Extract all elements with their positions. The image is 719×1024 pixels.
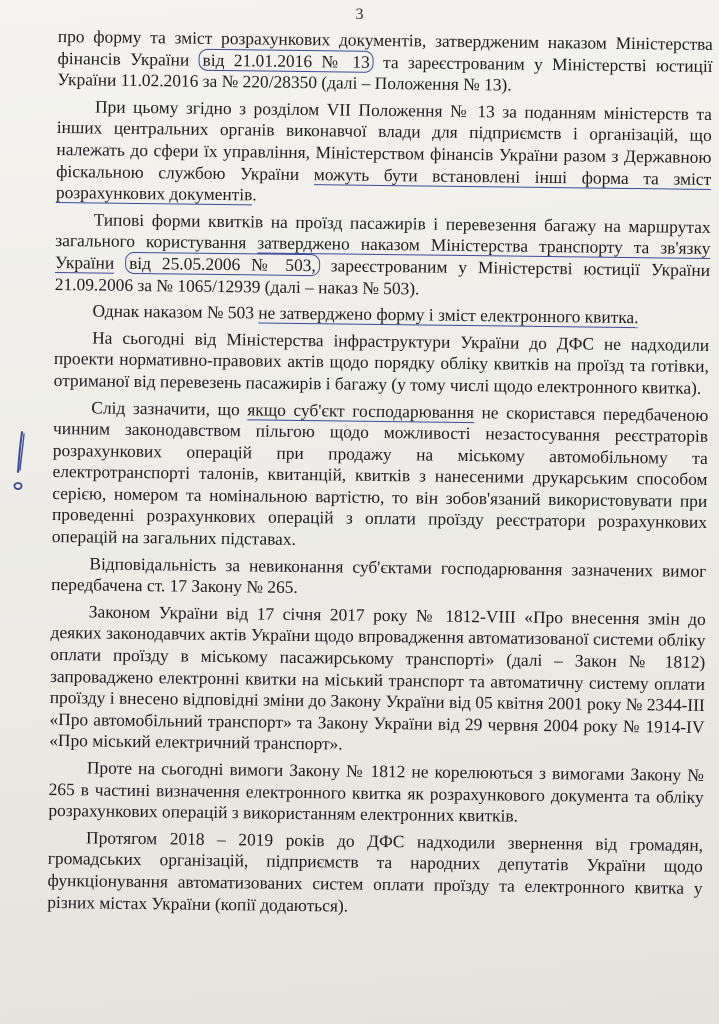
document-body <box>47 26 713 926</box>
paragraph <box>49 601 706 760</box>
paragraph-text: про форму та зміст розрахункових документів, затвердженим наказом Міністерства фінансів України <box>57 26 713 70</box>
paragraph-text: Типові форми квитків на проїзд пасажирів і перевезення багажу на маршрутах загального користування <box>55 209 711 253</box>
paragraph-text: Відповідальність за невиконання суб'єктами господарювання зазначених вимог передбачена ст. 17 Закону № 265. <box>51 553 707 598</box>
page-number: 3 <box>355 6 364 23</box>
paragraph-text: Проте на сьогодні вимоги Закону № 1812 не корелюються з вимогами Закону № 265 в частині визначення електронного квитка як розрахункового документа та обліку розрахункових операцій з використанням електронних квитків. <box>48 757 705 826</box>
handwritten-underline-text: затверджено наказом Міністерства транспорту та зв'язку України <box>54 232 711 273</box>
paragraph <box>51 553 706 604</box>
handwritten-circled-text: від 25.05.2006 № 503, <box>125 252 320 276</box>
paragraph-text: не скористався передбаченою чинним законодавством пільгою щодо можливості незастосування реєстраторів розрахункових операцій при продажу на міському автомобільному та електротранспорті талонів, квитанцій, квитків з нанесеними друкарським способом серією, номером та номінальною вартістю, то він зобов'язаний використовувати при проведенні розрахункових операцій з оплати проїзду реєстратори розрахункових операцій на загальних підставах. <box>51 401 709 550</box>
paragraph-text: На сьогодні від Міністерства інфраструктури України до ДФС не надходили проекти нормативно-правових актів щодо порядку обліку квитків на проїзд та готівки, отриманої від перевезень пасажирів і багажу (у тому числі щодо електронного квитка). <box>53 327 710 398</box>
paragraph <box>54 327 710 400</box>
paragraph <box>57 26 713 99</box>
handwritten-exclamation-mark <box>8 428 34 498</box>
paragraph-text: . <box>252 184 257 205</box>
handwritten-underline-text: не затверджено форму і зміст електронного квитка. <box>258 302 639 328</box>
paragraph <box>56 96 712 212</box>
paragraph-text: Законом України від 17 січня 2017 року № 1812-VIII «Про внесення змін до деяких законодавчих актів України щодо впровадження автоматизованої системи обліку оплати проїзду в міському пасажирському транспорті» (далі – Закон № 1812) запроваджено електронні квитки на міський транспорт та автоматичну систему оплати проїзду і внесено відповідні зміни до Закону України від 05 квітня 2001 року № 2344-III «Про автомобільний транспорт» та Закону України від 29 червня 2004 року № 1914-IV «Про міський електричний транспорт». <box>49 601 706 754</box>
paragraph-text: Слід зазначити, що <box>91 396 248 419</box>
paragraph-text <box>114 253 125 273</box>
paragraph <box>54 300 709 330</box>
paragraph-text: та зареєстрованим у Міністерстві юстиції України 11.02.2016 за № 220/28350 (далі – Положення № 13). <box>57 51 713 95</box>
paragraph-text: Протягом 2018 – 2019 років до ДФС надходили звернення від громадян, громадських організацій, підприємств та народних депутатів України щодо функціонування автоматизованих систем оплати проїзду та електронного квитка у різних містах України (копії додаються). <box>47 827 704 916</box>
paragraph <box>52 396 709 555</box>
paragraph-text: зареєстрованим у Міністерстві юстиції України 21.09.2006 за № 1065/12939 (далі – наказ № 503). <box>54 255 711 298</box>
paragraph <box>55 209 711 303</box>
handwritten-underline-text: якщо суб'єкт господарювання <box>247 398 475 422</box>
paragraph <box>47 827 703 921</box>
handwritten-circled-text: від 21.01.2016 № 13 <box>198 48 373 72</box>
paragraph-text: При цьому згідно з розділом VII Положення № 13 за поданням міністерств та інших центральних органів виконавчої влади для підприємств і організацій, що належать до сфери їх управління, Міністерством фінансів України разом з Державною фіскальною службою України <box>56 96 713 184</box>
handwritten-underline-text: можуть бути встановлені інші форма та зміст розрахункових документів <box>55 163 712 205</box>
paragraph <box>48 757 704 830</box>
paragraph-text: Однак наказом № 503 <box>92 300 259 323</box>
